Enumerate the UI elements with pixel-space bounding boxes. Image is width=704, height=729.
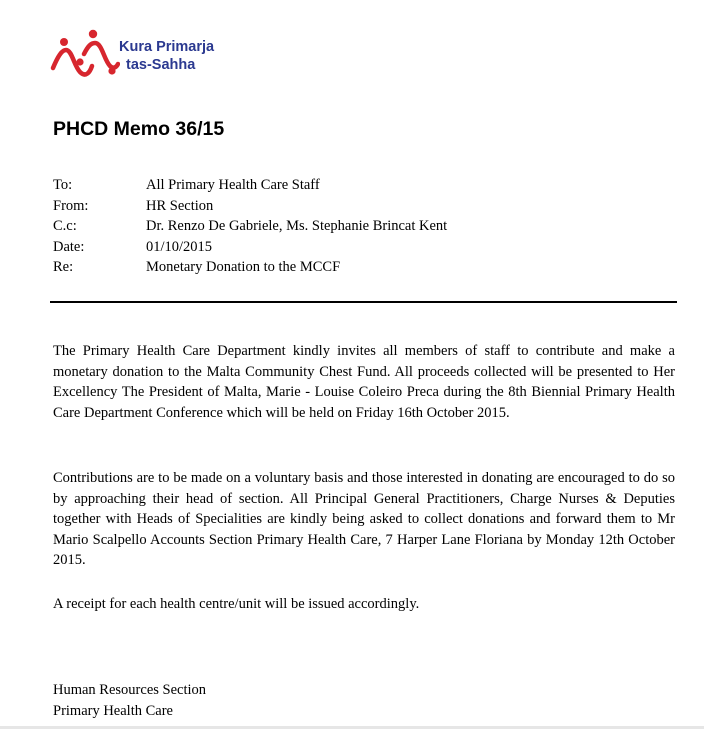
logo-text-line2: tas-Sahha	[126, 57, 196, 73]
people-figures-icon	[50, 28, 120, 88]
signature-block	[53, 680, 206, 721]
header-value: Monetary Donation to the MCCF	[146, 259, 341, 275]
kura-primarja-logo	[50, 28, 230, 88]
body-paragraph: Contributions are to be made on a voluntary basis and those interested in donating are encouraged to do so by approaching their head of section. All Principal General Practitioners, Charge Nurses & Deputies together with Heads of Specialities are kindly being asked to collect donations and forward them to Mr Mario Scalpello Accounts Section Primary Health Care, 7 Harper Lane Floriana by Monday 12th October 2015.	[53, 470, 675, 568]
header-label: To:	[53, 177, 73, 193]
signature-line: Primary Health Care	[53, 702, 173, 719]
signature-line: Human Resources Section	[53, 682, 207, 698]
header-value: 01/10/2015	[146, 238, 213, 255]
header-value: HR Section	[146, 197, 214, 214]
header-label: Date:	[53, 238, 85, 255]
body-paragraph: The Primary Health Care Department kindly invites all members of staff to contribute and make a monetary donation to the Malta Community Chest Fund. All proceeds collected will be presented to Her Excellency The President of Malta, Marie - Louise Coleiro Preca during the 8th Biennial Primary Health Care Department Conference which will be held on Friday 16th October 2015.	[53, 343, 675, 421]
body-paragraph: A receipt for each health centre/unit will be issued accordingly.	[53, 596, 420, 612]
header-label: C.c:	[53, 218, 77, 234]
header-divider	[50, 301, 677, 303]
logo-text-line1: Kura Primarja	[119, 39, 215, 55]
header-value: All Primary Health Care Staff	[146, 177, 320, 193]
memo-title: PHCD Memo 36/15	[53, 118, 225, 140]
header-label: Re:	[53, 259, 74, 275]
header-label: From:	[53, 197, 89, 214]
header-value: Dr. Renzo De Gabriele, Ms. Stephanie Brincat Kent	[146, 218, 448, 234]
